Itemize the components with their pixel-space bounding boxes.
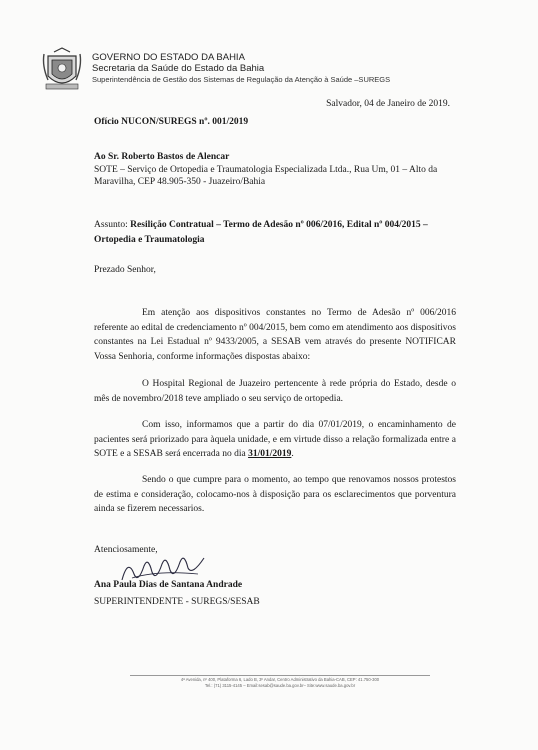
footer-contact: Tel.: (71) 3115-4145 – Email:sesab@saude.ba.gov.br– Site:www.saude.ba.gov.br [204, 682, 356, 688]
paragraph-termination-end: . [291, 449, 294, 459]
date-line: Salvador, 04 de Janeiro de 2019. [326, 99, 450, 109]
footer-address: 4ª Avenida, nº 400, Plataforma 6, Lado B, 3º Andar, Centro Administrativo da Bahia-CAB, CEP: 41.750-300 [180, 677, 380, 682]
paragraph-termination [94, 418, 456, 462]
letterhead-secretariat: Secretaria da Saúde do Estado da Bahia [92, 63, 265, 74]
subject-label: Assunto: [94, 220, 128, 230]
letterhead-government: GOVERNO DO ESTADO DA BAHIA [92, 52, 245, 63]
subject-line [94, 218, 456, 248]
signer-role: SUPERINTENDENTE - SUREGS/SESAB [94, 597, 260, 607]
closing-text: Atenciosamente, [94, 545, 158, 555]
paragraph-notification: Em atenção aos dispositivos constantes no Termo de Adesão nº 006/2016 referente ao edital de credenciamento nº 004/2015, bem como em atendimento aos dispositivos constantes na Lei Estadual nº 9433/2005, a SESAB vem através do presente NOTIFICAR Vossa Senhoria, conforme informações dispostas abaixo: [94, 308, 456, 362]
oficio-number: Ofício NUCON/SUREGS nº. 001/2019 [94, 117, 249, 127]
paragraph-closing: Sendo o que cumpre para o momento, ao tempo que renovamos nossos protestos de estima e consideração, colocamo-nos à disposição para os esclarecimentos que porventura ainda se fizerem necessarios. [94, 475, 456, 514]
letterhead [92, 52, 390, 85]
paragraph-termination-text: Com isso, informamos que a partir do dia 07/01/2019, o encaminhamento de pacientes será priorizado para àquela unidade, e em virtude disso a relação formalizada entre a SOTE e a SESAB será encerrada no dia [94, 420, 456, 459]
paragraph-hospital: O Hospital Regional de Juazeiro pertencente à rede própria do Estado, desde o mês de novembro/2018 teve ampliado o seu serviço de ortopedia. [94, 379, 456, 404]
salutation: Prezado Senhor, [94, 265, 156, 275]
footer-divider [130, 675, 430, 676]
termination-date: 31/01/2019 [248, 449, 292, 459]
recipient-block [94, 151, 456, 189]
footer [130, 677, 430, 688]
bahia-coat-of-arms-icon [40, 46, 84, 94]
signer-name: Ana Paula Dias de Santana Andrade [94, 580, 243, 590]
recipient-address: SOTE – Serviço de Ortopedia e Traumatologia Especializada Ltda., Rua Um, 01 – Alto da Maravilha, CEP 48.905-350 - Juazeiro/Bahia [94, 164, 438, 187]
subject-text: Resilição Contratual – Termo de Adesão nº 006/2016, Edital nº 004/2015 – Ortopedia e Traumatologia [94, 220, 428, 245]
recipient-name: Ao Sr. Roberto Bastos de Alencar [94, 152, 230, 162]
letterhead-superintendency: Superintendência de Gestão dos Sistemas de Regulação da Atenção à Saúde –SUREGS [92, 75, 391, 84]
